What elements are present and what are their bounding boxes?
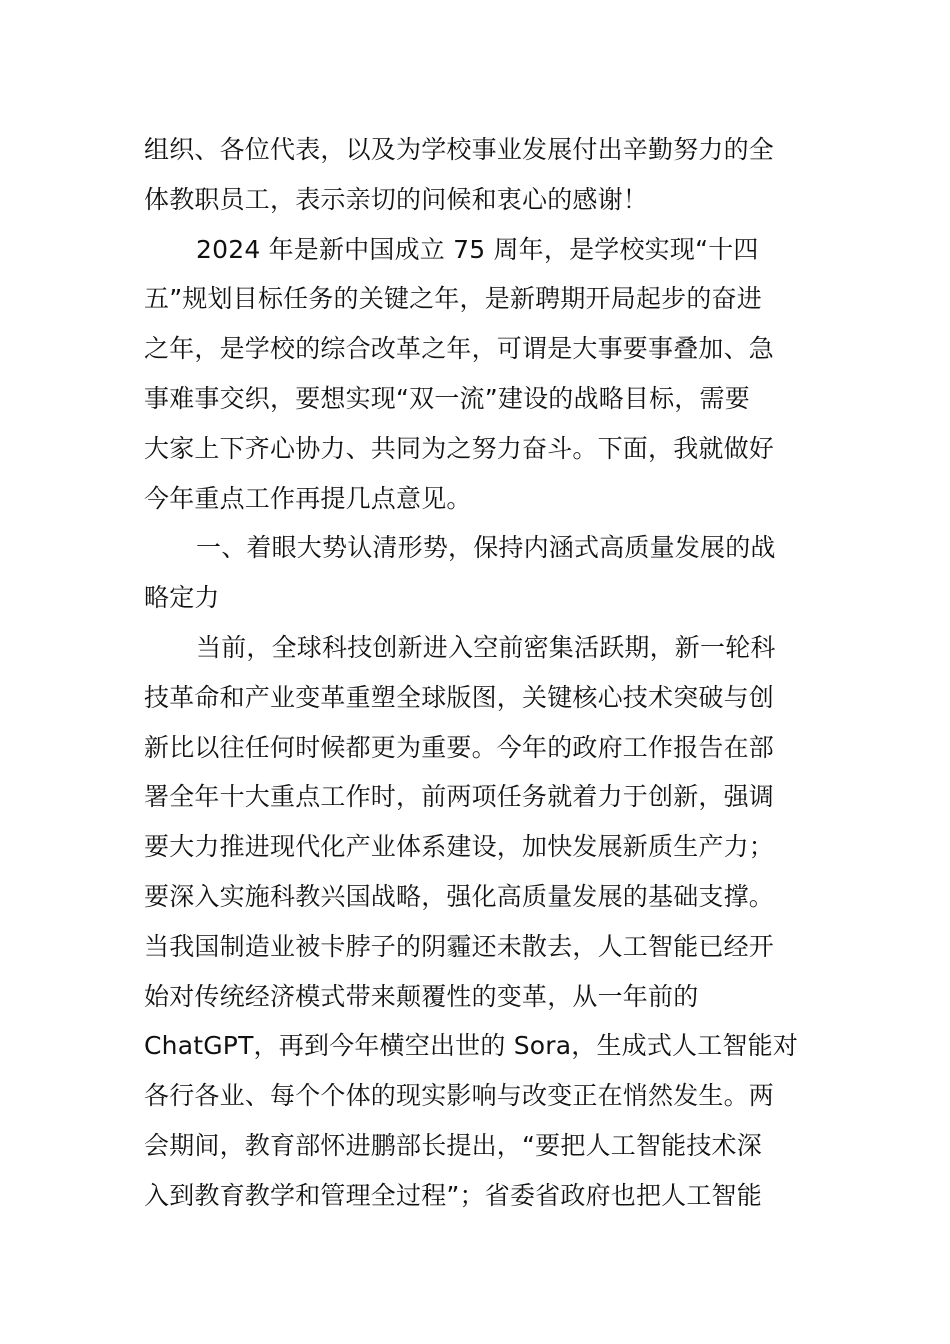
text-line: 入到教育教学和管理全过程”；省委省政府也把人工智能 bbox=[144, 1180, 762, 1210]
text-line: 2024 年是新中国成立 75 周年，是学校实现“十四 bbox=[196, 234, 759, 264]
text-line: 当我国制造业被卡脖子的阴霾还未散去，人工智能已经开 bbox=[144, 931, 775, 961]
text-line: ChatGPT，再到今年横空出世的 Sora，生成式人工智能对 bbox=[144, 1031, 799, 1061]
text-line: 体教职员工，表示亲切的问候和衷心的感谢！ bbox=[144, 184, 649, 214]
text-line: 技革命和产业变革重塑全球版图，关键核心技术突破与创 bbox=[144, 682, 775, 712]
text-line: 始对传统经济模式带来颠覆性的变革，从一年前的 bbox=[144, 981, 699, 1011]
text-line: 事难事交织，要想实现“双一流”建设的战略目标，需要 bbox=[144, 383, 750, 413]
text-line: 要深入实施科教兴国战略，强化高质量发展的基础支撑。 bbox=[144, 881, 775, 911]
text-line: 之年，是学校的综合改革之年，可谓是大事要事叠加、急 bbox=[144, 334, 775, 364]
text-line: 组织、各位代表，以及为学校事业发展付出辛勤努力的全 bbox=[144, 135, 775, 164]
section-heading: 一、着眼大势认清形势，保持内涵式高质量发展的战 bbox=[196, 533, 776, 563]
text-line: 大家上下齐心协力、共同为之努力奋斗。下面，我就做好 bbox=[144, 433, 775, 463]
text-line: 署全年十大重点工作时，前两项任务就着力于创新，强调 bbox=[144, 782, 775, 812]
text-line: 会期间，教育部怀进鹏部长提出，“要把人工智能技术深 bbox=[144, 1130, 762, 1160]
text-line: 要大力推进现代化产业体系建设，加快发展新质生产力； bbox=[144, 832, 775, 862]
text-line: 各行各业、每个个体的现实影响与改变正在悄然发生。两 bbox=[144, 1081, 775, 1111]
body-text bbox=[144, 125, 824, 1221]
text-line: 五”规划目标任务的关键之年，是新聘期开局起步的奋进 bbox=[144, 284, 762, 314]
text-line: 当前，全球科技创新进入空前密集活跃期，新一轮科 bbox=[196, 632, 776, 662]
text-line: 今年重点工作再提几点意见。 bbox=[144, 483, 472, 513]
section-heading: 略定力 bbox=[144, 583, 220, 613]
text-line: 新比以往任何时候都更为重要。今年的政府工作报告在部 bbox=[144, 732, 775, 762]
